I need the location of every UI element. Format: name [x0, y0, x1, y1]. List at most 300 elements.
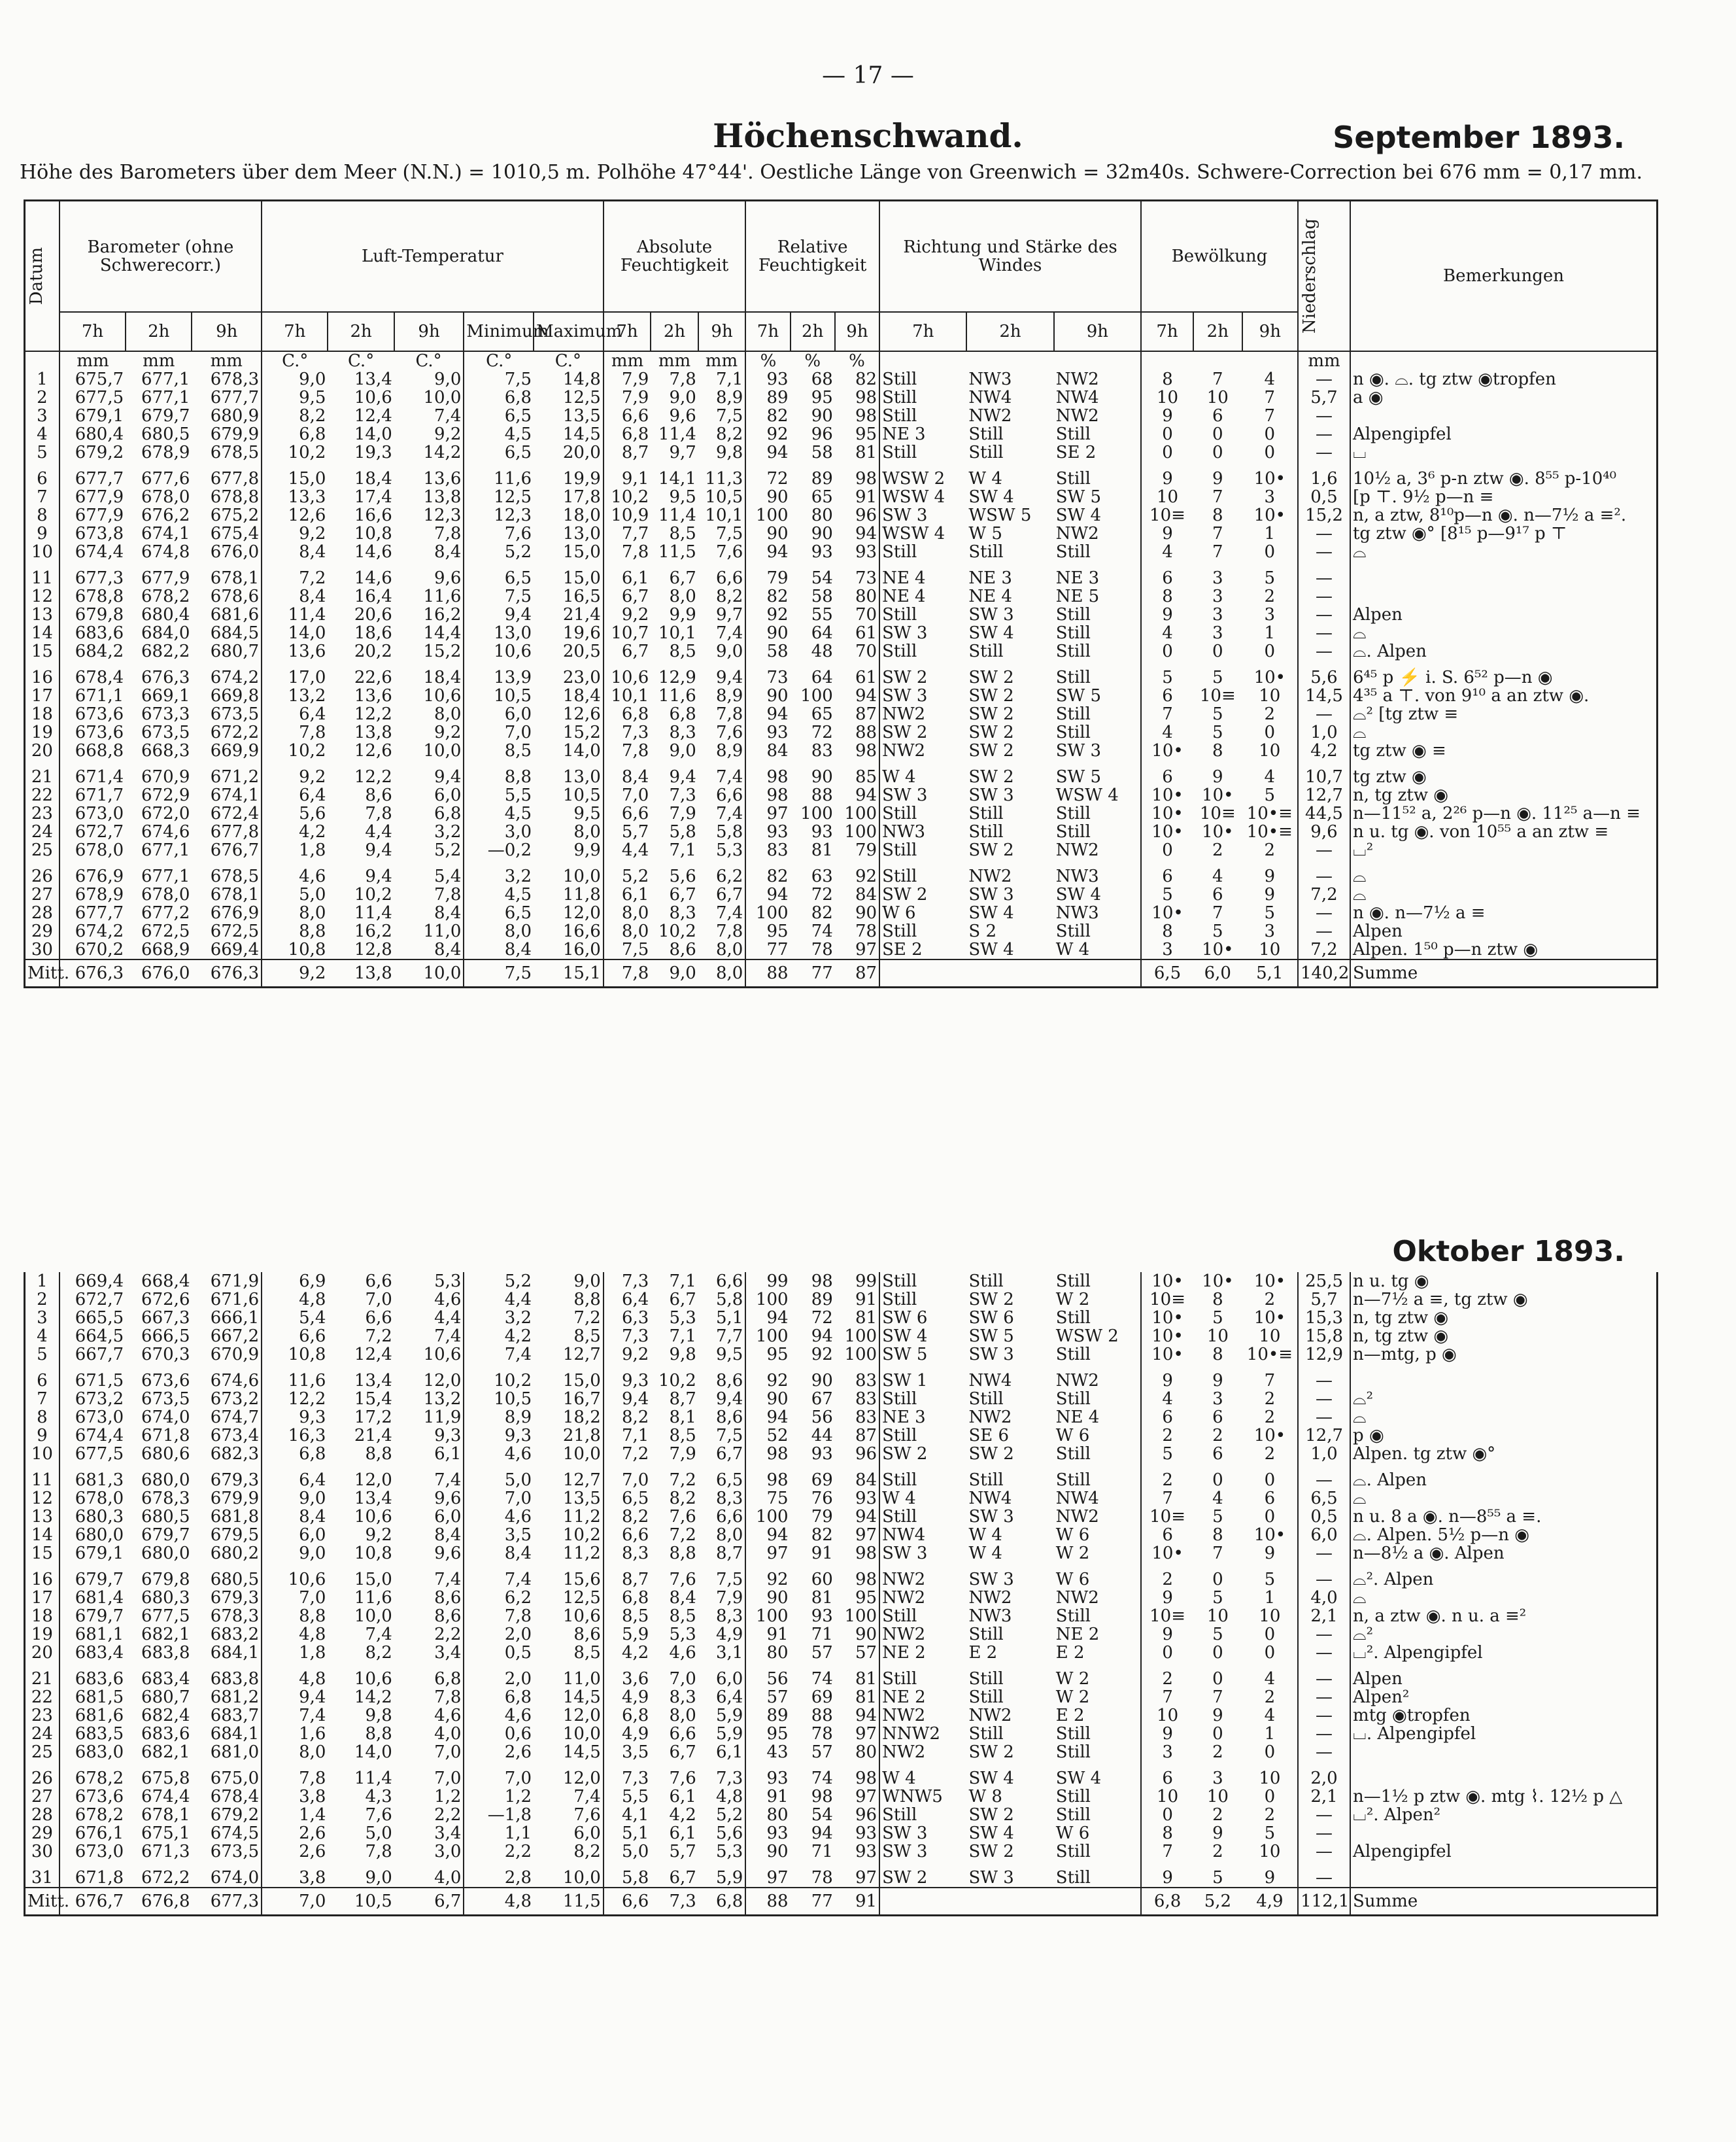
gap-cell [1193, 661, 1242, 668]
value-cell: 675,4 [210, 523, 260, 544]
value-cell: 10• [1253, 1308, 1286, 1328]
value-cell: 5,0 [365, 1823, 392, 1843]
value-cell: 10,2 [562, 1525, 601, 1545]
value-cell: 673,5 [141, 1389, 190, 1409]
value-cell: Still [1055, 542, 1091, 562]
value-cell: 4,0 [434, 1724, 462, 1744]
value-cell: 672,9 [141, 785, 190, 805]
value-cell: 10• [1141, 1544, 1193, 1563]
value-cell: 10,2 [464, 1372, 534, 1390]
value-cell: 7,9 [604, 389, 651, 407]
value-cell: 98 [855, 1769, 877, 1788]
value-cell: 679,7 [60, 1607, 126, 1625]
value-cell: 3 [1264, 921, 1276, 941]
value-cell: 8 [1212, 740, 1223, 761]
gap-cell [604, 859, 651, 867]
value-cell: 8 [1212, 505, 1223, 525]
value-cell: 3 [1264, 487, 1276, 507]
value-cell: 7 [1141, 705, 1193, 723]
value-cell: 13,2 [423, 1389, 462, 1409]
gap-cell [604, 760, 651, 768]
gap-cell [1298, 859, 1350, 867]
value-cell: 0 [1264, 1507, 1276, 1527]
value-cell: 0 [1141, 443, 1193, 462]
value-cell: 4,2 [604, 1644, 651, 1662]
value-cell: 97 [855, 1787, 877, 1806]
value-cell: 10,0 [423, 740, 462, 761]
value-cell: Still [879, 543, 966, 561]
value-cell: NW2 [1055, 523, 1099, 544]
value-cell: 9 [1264, 866, 1276, 886]
value-cell: Still [1055, 623, 1091, 643]
value-cell: — [1298, 1806, 1350, 1824]
value-cell: 13,0 [562, 523, 601, 544]
value-cell: 54 [811, 568, 833, 588]
value-cell: 89 [745, 389, 790, 407]
value-cell: — [1298, 1544, 1350, 1563]
value-cell: 10•≡ [1246, 803, 1293, 823]
value-cell: 5,7 [604, 823, 651, 841]
value-cell: SE 2 [1055, 442, 1097, 462]
value-cell: NW3 [968, 369, 1012, 389]
value-cell: 0 [1141, 1806, 1193, 1824]
value-cell: 64 [811, 623, 833, 643]
remark-cell: ⌓. Alpen [1350, 1471, 1657, 1489]
value-cell: 97 [745, 1869, 790, 1888]
value-cell: Still [968, 803, 1004, 823]
value-cell: 58 [811, 442, 833, 462]
value-cell: 79 [811, 1507, 833, 1527]
gap-cell [262, 561, 328, 569]
value-cell: 680,3 [60, 1508, 126, 1526]
value-cell: 9,6 [434, 568, 462, 588]
value-cell: 1,4 [262, 1806, 328, 1824]
value-cell: — [1298, 904, 1350, 922]
value-cell: NE 3 [968, 568, 1012, 588]
value-cell: 14,0 [354, 424, 392, 444]
value-cell: 8,2 [604, 1408, 651, 1426]
value-cell: 13,6 [262, 642, 328, 661]
remark-cell: n u. tg ◉. von 10⁵⁵ a an ztw ≡ [1350, 823, 1658, 841]
value-cell: 6,6 [604, 1526, 651, 1544]
value-cell: 10• [1141, 1345, 1193, 1364]
remark-cell: n—11⁵² a, 2²⁶ p—n ◉. 11²⁵ a—n ≡ [1350, 804, 1658, 823]
value-cell: 12,0 [562, 1706, 601, 1725]
value-cell: — [1298, 1743, 1350, 1761]
value-cell: 676,7 [210, 840, 260, 860]
value-cell: Still [879, 1426, 966, 1445]
value-cell: 7,3 [604, 723, 651, 742]
value-cell: 8,8 [365, 1724, 392, 1744]
value-cell: 678,5 [210, 442, 260, 462]
remark-cell: n, tg ztw ◉ [1350, 786, 1658, 804]
value-cell: 81 [855, 442, 877, 462]
mean-cell: 676,7 [60, 1888, 126, 1916]
remark-cell: ⌴. Alpengipfel [1350, 1725, 1657, 1743]
value-cell: 676,2 [141, 505, 190, 525]
value-cell: 681,4 [60, 1589, 126, 1607]
gap-cell [1054, 661, 1141, 668]
value-cell: W 2 [1055, 1290, 1090, 1309]
value-cell: 65 [811, 704, 833, 724]
table-row [25, 1743, 1658, 1761]
value-cell: NW2 [879, 1589, 966, 1607]
table-row [25, 488, 1658, 506]
value-cell: 10,0 [562, 866, 601, 886]
day-cell: 11 [31, 568, 53, 588]
value-cell: 682,3 [210, 1444, 260, 1464]
day-cell: 23 [31, 1706, 53, 1725]
value-cell: Still [879, 1508, 966, 1526]
value-cell: SW 3 [879, 1842, 966, 1861]
value-cell: 674,5 [210, 1823, 260, 1843]
value-cell: 683,8 [141, 1643, 190, 1663]
remark-cell [1350, 1743, 1657, 1761]
gap-cell [1350, 561, 1658, 569]
value-cell: 1,6 [262, 1725, 328, 1743]
value-cell: 2 [1264, 1389, 1276, 1409]
value-cell: 8,5 [573, 1326, 601, 1346]
value-cell: 680,4 [141, 604, 190, 625]
value-cell: 10• [1141, 1272, 1193, 1290]
value-cell: 5 [1264, 1570, 1276, 1589]
month-heading-oktober: Oktober 1893. [1392, 1235, 1625, 1268]
value-cell: 90 [745, 488, 790, 506]
value-cell: SW 3 [968, 604, 1014, 625]
value-cell: 8,5 [669, 1426, 696, 1445]
value-cell: SW 5 [879, 1345, 966, 1364]
value-cell: NW2 [1055, 406, 1099, 426]
value-cell: 677,7 [210, 387, 260, 407]
value-cell: 94 [811, 1823, 833, 1843]
value-cell: 2,8 [464, 1869, 534, 1888]
remark-cell: Alpen² [1350, 1688, 1657, 1706]
value-cell: 8,8 [573, 1290, 601, 1309]
table-row [25, 922, 1658, 941]
value-cell: 2,2 [464, 1842, 534, 1861]
gap-cell [745, 561, 790, 569]
header-time: 9h [835, 312, 879, 351]
gap-cell [791, 760, 835, 768]
value-cell: 12,4 [354, 406, 392, 426]
value-cell: 7,9 [604, 370, 651, 389]
value-cell: 7,0 [434, 1769, 462, 1788]
mean-cell: 6,5 [1141, 959, 1193, 988]
value-cell: 12,7 [1298, 1426, 1350, 1445]
remark-cell: ⌓ [1350, 1408, 1657, 1426]
value-cell: 8,5 [464, 742, 534, 760]
value-cell: 10 [1206, 1606, 1229, 1626]
value-cell: 13,3 [262, 488, 328, 506]
value-cell: — [1298, 1688, 1350, 1706]
value-cell: 97 [855, 1868, 877, 1888]
value-cell: 9 [1264, 1868, 1276, 1888]
value-cell: 0 [1212, 1724, 1223, 1744]
gap-cell [604, 561, 651, 569]
value-cell: 92 [745, 1372, 790, 1390]
value-cell: 7,4 [365, 1625, 392, 1644]
value-cell: 0,5 [1298, 1508, 1350, 1526]
value-cell: 2 [1264, 1444, 1276, 1464]
value-cell: 20,6 [354, 604, 392, 625]
value-cell: NW4 [879, 1526, 966, 1544]
value-cell: 11,5 [658, 542, 696, 562]
value-cell: 80 [745, 1644, 790, 1662]
value-cell: 4 [1141, 723, 1193, 742]
value-cell: 9,3 [604, 1372, 651, 1390]
value-cell: 13,2 [262, 687, 328, 705]
gap-cell [879, 760, 966, 768]
value-cell: 4,8 [262, 1670, 328, 1688]
value-cell: 100 [800, 803, 833, 823]
table-row [25, 886, 1658, 904]
value-cell: 16,5 [562, 586, 601, 606]
day-cell: 19 [31, 1625, 53, 1644]
value-cell: 3,2 [434, 821, 462, 842]
remark-cell [1350, 407, 1658, 425]
mean-row [25, 1888, 1658, 1916]
value-cell: 6 [1141, 1526, 1193, 1544]
value-cell: 8,3 [669, 722, 696, 742]
value-cell: 98 [855, 740, 877, 761]
value-cell: 670,2 [60, 941, 126, 959]
value-cell: 6,7 [716, 1444, 743, 1464]
gap-cell [1298, 661, 1350, 668]
table-row [25, 768, 1658, 786]
value-cell: Still [968, 1669, 1004, 1689]
value-cell: — [1298, 1390, 1350, 1408]
value-cell: 9,2 [604, 606, 651, 624]
gap-cell [1141, 561, 1193, 569]
table-row [25, 407, 1658, 425]
header-time: 2h [1193, 312, 1242, 351]
value-cell: 678,2 [60, 1806, 126, 1824]
value-cell: 8,6 [669, 939, 696, 959]
value-cell: 6,6 [669, 1724, 696, 1744]
page-number: — 17 — [822, 62, 914, 89]
value-cell: 680,4 [60, 425, 126, 443]
value-cell: 6,7 [669, 1868, 696, 1888]
gap-cell [25, 661, 60, 668]
mean-cell: 6,6 [604, 1888, 651, 1916]
gap-cell [1193, 561, 1242, 569]
value-cell: 3,5 [604, 1743, 651, 1761]
gap-cell [835, 561, 879, 569]
value-cell: 673,5 [210, 704, 260, 724]
value-cell: 2,0 [1298, 1769, 1350, 1788]
value-cell: 5,3 [434, 1271, 462, 1291]
value-cell: 6,8 [434, 803, 462, 823]
value-cell: 4 [1141, 543, 1193, 561]
value-cell: 58 [745, 642, 790, 661]
value-cell: 13,4 [354, 369, 392, 389]
value-cell: 95 [745, 1725, 790, 1743]
gap-cell [966, 661, 1053, 668]
value-cell: 675,7 [60, 370, 126, 389]
value-cell: 96 [855, 1805, 877, 1825]
value-cell: 12,2 [262, 1390, 328, 1408]
value-cell: 7,5 [464, 370, 534, 389]
value-cell: 674,4 [141, 1787, 190, 1806]
value-cell: 8,0 [715, 939, 743, 959]
value-cell: NW2 [879, 705, 966, 723]
value-cell: NW2 [879, 1625, 966, 1644]
value-cell: — [1298, 867, 1350, 886]
value-cell: 19,6 [562, 623, 601, 643]
gap-cell [328, 760, 394, 768]
value-cell: 8,3 [716, 1606, 743, 1626]
gap-cell [651, 661, 698, 668]
value-cell: 6,8 [262, 425, 328, 443]
value-cell: 9,4 [434, 767, 462, 787]
value-cell: SW 4 [1055, 1769, 1102, 1788]
gap-cell [966, 561, 1053, 569]
value-cell: 670,9 [141, 767, 190, 787]
value-cell: 73 [855, 568, 877, 588]
header-time: 7h [745, 312, 790, 351]
value-cell: 7,8 [604, 543, 651, 561]
value-cell: 4,9 [716, 1625, 743, 1644]
value-cell: 677,9 [141, 568, 190, 588]
value-cell: E 2 [1055, 1706, 1085, 1725]
gap-cell [651, 760, 698, 768]
mean-cell: 676,0 [126, 959, 192, 988]
day-cell: 7 [37, 487, 48, 507]
value-cell: 10• [1141, 1309, 1193, 1327]
value-cell: 6 [1264, 1489, 1276, 1508]
header-bemerkungen: Bemerkungen [1350, 201, 1658, 351]
day-cell: 18 [31, 1606, 53, 1626]
value-cell: 7,2 [1298, 886, 1350, 904]
value-cell: 6,8 [604, 1589, 651, 1607]
value-cell: 10• [1202, 1271, 1234, 1291]
value-cell: 81 [811, 840, 833, 860]
value-cell: 7,5 [716, 1426, 743, 1445]
value-cell: 10• [1141, 904, 1193, 922]
value-cell: 7,1 [715, 369, 743, 389]
value-cell: 78 [855, 921, 877, 941]
value-cell: 1,8 [262, 841, 328, 859]
value-cell: Still [1055, 803, 1091, 823]
value-cell: 14,5 [562, 424, 601, 444]
mean-cell [1054, 1888, 1141, 1916]
value-cell: 7,2 [262, 569, 328, 587]
value-cell: 2,0 [464, 1625, 534, 1644]
remark-cell: Alpen. tg ztw ◉° [1350, 1445, 1657, 1463]
day-cell: 20 [31, 740, 53, 761]
day-cell: 31 [31, 1868, 53, 1888]
value-cell: 2 [1141, 1570, 1193, 1589]
value-cell: 68 [811, 369, 833, 389]
day-cell: 22 [31, 785, 53, 805]
value-cell: NE 2 [1055, 1625, 1100, 1644]
gap-cell [192, 760, 262, 768]
gap-cell [1141, 859, 1193, 867]
mean-cell: 6,0 [1193, 959, 1242, 988]
value-cell: 10,2 [354, 884, 392, 905]
gap-cell [534, 561, 604, 569]
value-cell: 98 [855, 468, 877, 489]
value-cell: 16,6 [354, 505, 392, 525]
value-cell: 675,8 [141, 1769, 190, 1788]
value-cell: 9,5 [573, 803, 601, 823]
value-cell: 6,7 [669, 1742, 696, 1762]
value-cell: 3 [1141, 941, 1193, 959]
value-cell: 14,0 [562, 740, 601, 761]
gap-cell [698, 561, 746, 569]
value-cell: 9,5 [262, 389, 328, 407]
value-cell: 7,8 [464, 1607, 534, 1625]
value-cell: 14,5 [1298, 687, 1350, 705]
day-cell: 29 [31, 921, 53, 941]
value-cell: 15,2 [1298, 506, 1350, 525]
gap-cell [791, 462, 835, 470]
value-cell: 8 [1141, 587, 1193, 606]
table-row [25, 1508, 1658, 1526]
value-cell: 679,7 [141, 1525, 190, 1545]
value-cell: 1 [1264, 523, 1276, 544]
gap-cell [25, 859, 60, 867]
value-cell: NW3 [1055, 866, 1099, 886]
value-cell: 8 [1141, 1824, 1193, 1842]
mean-cell [1054, 959, 1141, 988]
value-cell: 5 [1212, 1507, 1223, 1527]
value-cell: 4,1 [604, 1806, 651, 1824]
value-cell: NW2 [968, 1706, 1012, 1725]
value-cell: 7,0 [365, 1290, 392, 1309]
value-cell: 669,8 [210, 685, 260, 706]
value-cell: — [1298, 1706, 1350, 1725]
value-cell: 679,5 [210, 1525, 260, 1545]
value-cell: 0 [1141, 841, 1193, 859]
value-cell: Still [879, 1670, 966, 1688]
value-cell: 93 [745, 1769, 790, 1788]
gap-cell [394, 462, 464, 470]
value-cell: 6,8 [604, 705, 651, 723]
remark-cell: ⌴ [1350, 443, 1658, 462]
value-cell: 94 [745, 543, 790, 561]
value-cell: 91 [855, 1290, 877, 1309]
value-cell: 4,0 [434, 1868, 462, 1888]
day-cell: 27 [31, 1787, 53, 1806]
value-cell: 7 [1212, 542, 1223, 562]
value-cell: 672,4 [210, 803, 260, 823]
value-cell: 7,0 [464, 723, 534, 742]
day-cell: 22 [31, 1687, 53, 1707]
value-cell: 85 [855, 767, 877, 787]
table-row [25, 1390, 1658, 1408]
value-cell: 677,3 [60, 569, 126, 587]
value-cell: 673,6 [60, 705, 126, 723]
value-cell: 8 [1212, 1345, 1223, 1364]
gap-cell [1054, 462, 1141, 470]
value-cell: 677,9 [60, 506, 126, 525]
value-cell: 7,4 [262, 1706, 328, 1725]
value-cell: 6,0 [464, 705, 534, 723]
unit-row [25, 351, 1658, 370]
value-cell: 89 [811, 468, 833, 489]
value-cell: 680,2 [210, 1544, 260, 1563]
value-cell: 70 [855, 641, 877, 661]
value-cell: 9,2 [262, 768, 328, 786]
value-cell: 91 [745, 1788, 790, 1806]
value-cell: W 2 [1055, 1687, 1090, 1707]
value-cell: 5 [1141, 668, 1193, 687]
value-cell: 664,5 [60, 1327, 126, 1345]
value-cell: 10,6 [354, 387, 392, 407]
value-cell: 4 [1212, 866, 1223, 886]
value-cell: 10,0 [562, 1868, 601, 1888]
